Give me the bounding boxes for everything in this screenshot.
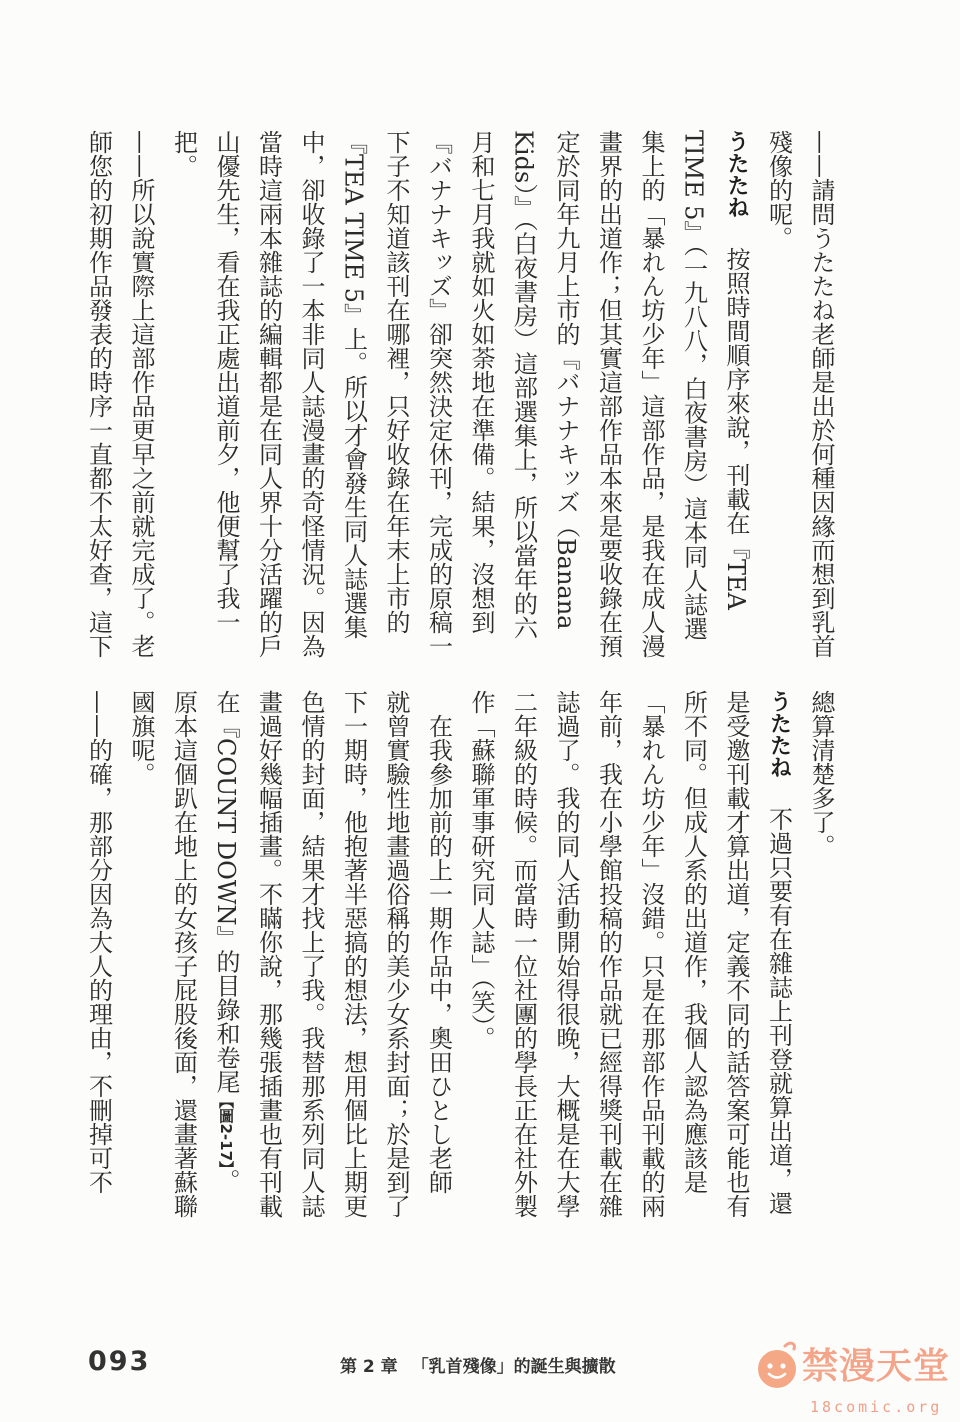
text-column: 色情的封面，結果才找上了我。我替那系列同人誌	[297, 690, 325, 1218]
column-text: 按照時間順序來說，刊載在『TEA	[722, 246, 750, 610]
text-column: 殘像的呢。	[764, 130, 793, 250]
text-column: 所不同。但成人系的出道作，我個人認為應該是	[679, 690, 708, 1194]
text-column: 二年級的時候。而當時一位社團的學長正在社外製	[509, 690, 538, 1218]
watermark	[752, 1334, 951, 1420]
running-footer	[340, 1352, 616, 1377]
speaker-name: うたたね	[766, 690, 792, 778]
upper-text-block	[77, 130, 842, 660]
text-column	[205, 690, 248, 1220]
page-number: 093	[88, 1346, 151, 1377]
text-column: 山優先生，看在我正處出道前夕，他便幫了我一	[212, 130, 240, 634]
text-column: 總算清楚多了。	[807, 690, 835, 858]
text-column: 是受邀刊載才算出道，定義不同的話答案可能也有	[722, 690, 750, 1218]
text-column: 原本這個趴在地上的女孩子屁股後面，還畫著蘇聯	[169, 690, 198, 1218]
text-column: ——請問うたたね老師是出於何種因緣而想到乳首	[807, 130, 835, 658]
text-column: 集上的「暴れん坊少年」這部作品，是我在成人漫	[637, 130, 665, 658]
text-column: 當時這兩本雜誌的編輯都是在同人界十分活躍的戶	[254, 130, 283, 658]
text-column	[757, 690, 800, 1220]
text-column: 國旗呢。	[127, 690, 155, 786]
text-column: 下子不知道該刊在哪裡，只好收錄在年末上市的	[382, 130, 410, 634]
text-column: 年前，我在小學館投稿的作品就已經得獎刊載在雜	[594, 690, 623, 1218]
column-text-end: 。	[212, 1168, 240, 1193]
watermark-site: 18comic.org	[810, 1398, 943, 1416]
text-column: 就曾實驗性地畫過俗稱的美少女系封面；於是到了	[382, 690, 410, 1218]
text-column: 誌過了。我的同人活動開始得很晚，大概是在大學	[552, 690, 580, 1218]
text-column: 下一期時，他抱著半惡搞的想法，想用個比上期更	[339, 690, 368, 1218]
figure-reference: 【圖2-17】	[217, 1093, 235, 1169]
column-text: 不過只要有在雜誌上刊登就算出道，還	[764, 806, 793, 1215]
text-column: 「暴れん坊少年」沒錯。只是在那部作品刊載的兩	[637, 690, 665, 1218]
column-text: 在『COUNT DOWN』的目錄和卷尾	[212, 690, 240, 1094]
text-column: Kids）』（白夜書房）這部選集上，所以當年的六	[509, 130, 538, 640]
chapter-label: 第 2 章	[340, 1357, 398, 1377]
speaker-name: うたたね	[724, 130, 749, 218]
text-column: 師您的初期作品發表的時序一直都不太好查，這下	[84, 130, 113, 658]
text-column: 作「蘇聯軍事研究同人誌」（笑）。	[467, 690, 495, 1050]
lower-text-block	[77, 690, 842, 1220]
text-column: 『TEA TIME 5』上。所以才會發生同人誌選集	[339, 130, 368, 639]
text-column: 畫界的出道作；但其實這部作品本來是要收錄在預	[594, 130, 623, 658]
chapter-title: 「乳首殘像」的誕生與擴散	[411, 1357, 616, 1377]
text-column: 定於同年九月上市的『バナナキッズ（Banana	[552, 130, 580, 630]
text-column: 中，卻收錄了一本非同人誌漫畫的奇怪情況。因為	[297, 130, 325, 658]
text-column: 把。	[169, 130, 198, 178]
text-column: 月和七月我就如火如荼地在準備。結果，沒想到	[467, 130, 495, 634]
text-column: ——所以說實際上這部作品更早之前就完成了。老	[127, 130, 155, 658]
mascot-logo-icon	[752, 1340, 802, 1392]
paragraph-start-column: 在我參加前的上一期作品中，奧田ひとし老師	[424, 714, 453, 1194]
text-column: ——的確，那部分因為大人的理由，不刪掉可不	[84, 690, 113, 1194]
text-column: TIME 5』（一九八八，白夜書房）這本同人誌選	[679, 130, 708, 641]
watermark-brand: 禁漫天堂	[802, 1346, 951, 1387]
text-column: 畫過好幾幅插畫。不瞞你說，那幾張插畫也有刊載	[254, 690, 283, 1218]
text-column: 『バナナキッズ』卻突然決定休刊，完成的原稿一	[424, 130, 453, 658]
text-column	[715, 130, 758, 660]
